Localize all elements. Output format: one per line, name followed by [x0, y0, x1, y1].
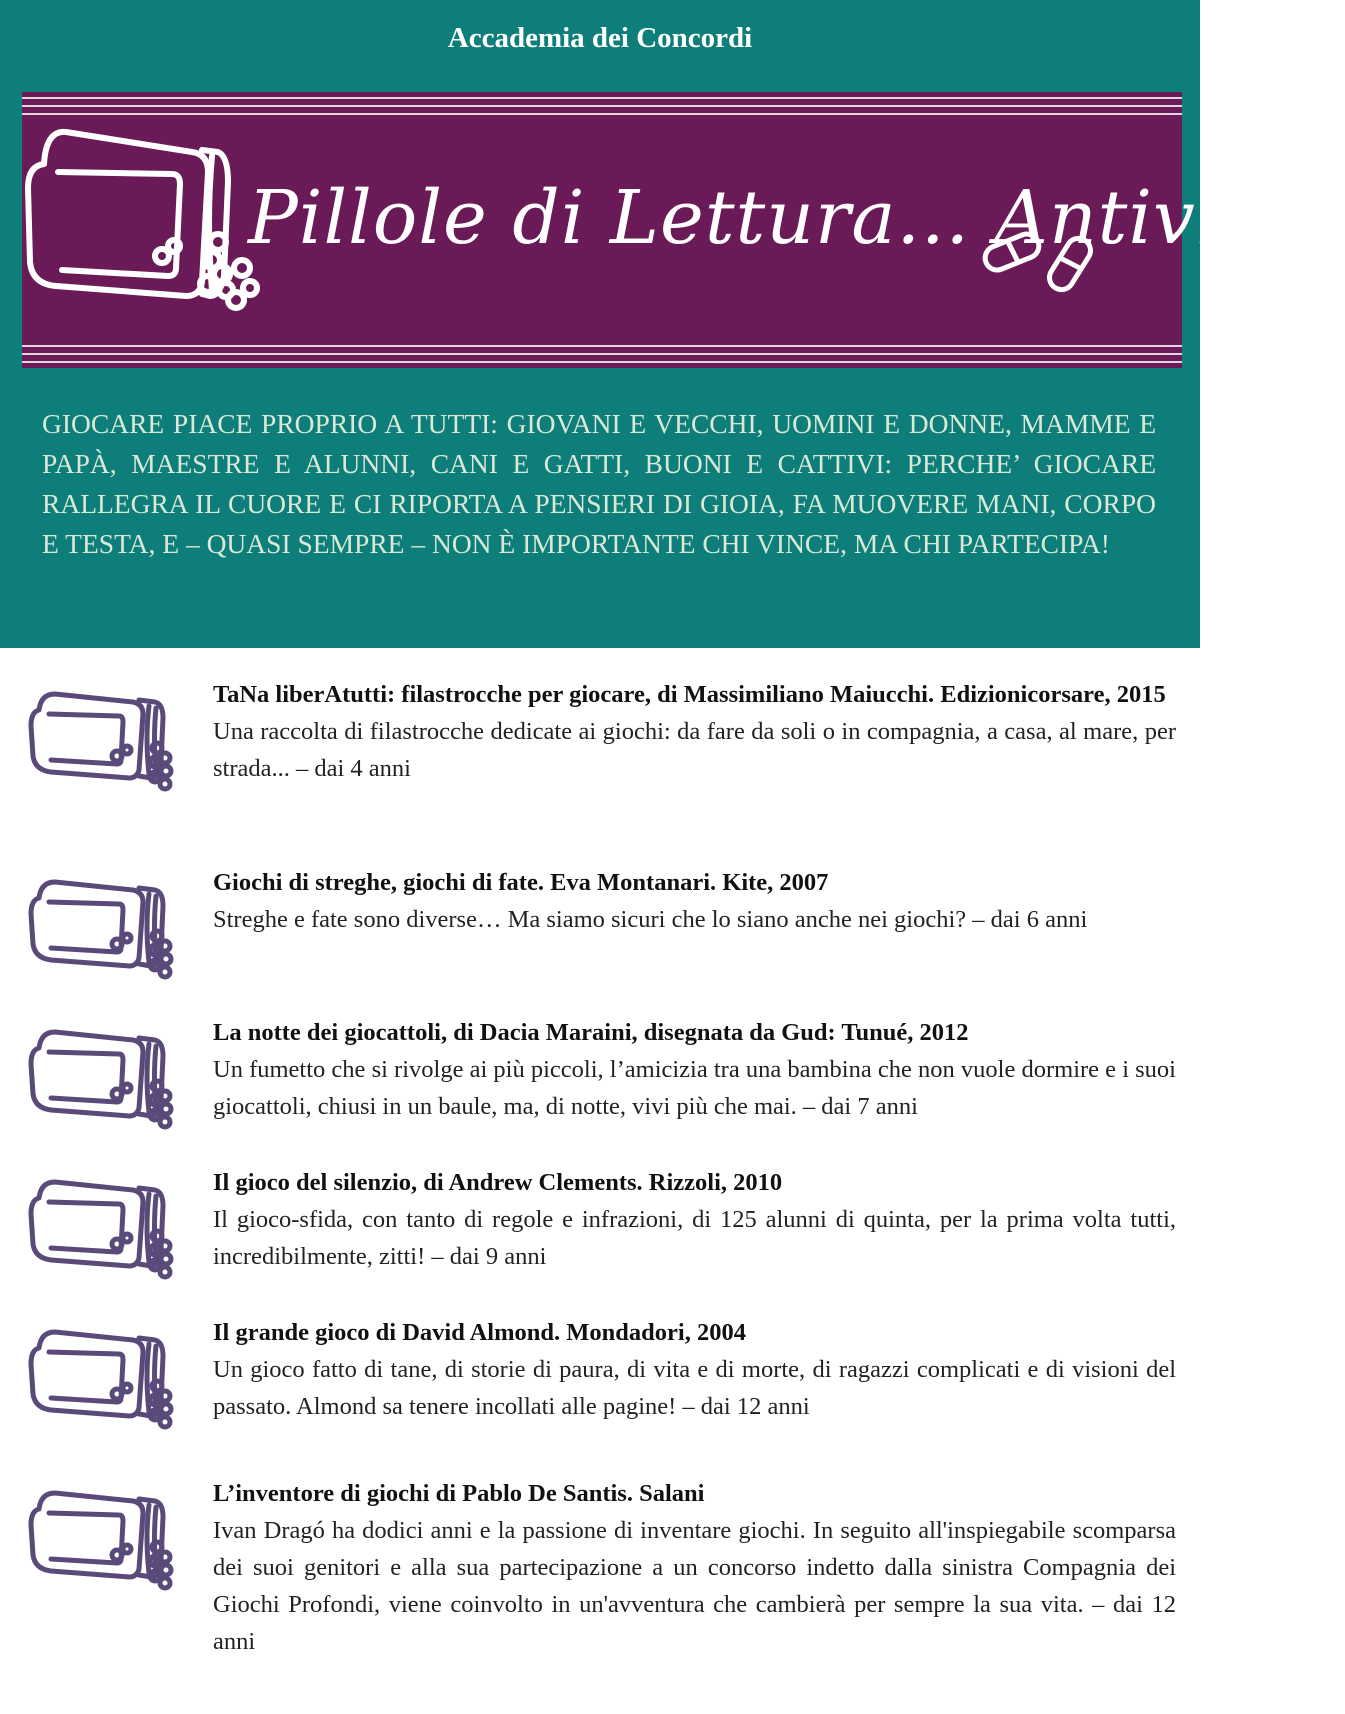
intro-text: GIOCARE PIACE PROPRIO A TUTTI: GIOVANI E VECCHI, UOMINI E DONNE, MAMME E PAPÀ, MAESTRE E ALUNNI, CANI E GATTI, BUONI E CATTIVI: PERCHE’ GIOCARE RALLEGRA IL CUORE E CI RIPORTA A PENSIERI DI GIOIA, FA MUOVERE MANI, CORPO E TESTA, E – QUASI SEMPRE – NON È IMPORTANTE CHI VINCE, MA CHI PARTECIPA!	[42, 408, 1156, 559]
pill-bottle-icon	[25, 1166, 175, 1281]
book-title: TaNa liberAtutti: filastrocche per giocare, di Massimiliano Maiucchi. Edizionicorsare, 2015	[213, 681, 1166, 708]
book-text	[213, 1314, 1176, 1425]
book-title: Giochi di streghe, giochi di fate. Eva Montanari. Kite, 2007	[213, 869, 829, 896]
book-description: Una raccolta di filastrocche dedicate ai giochi: da fare da soli o in compagnia, a casa, al mare, per strada... – dai 4 anni	[213, 718, 1176, 782]
pill-bottle-icon	[25, 866, 175, 981]
book-title: Il gioco del silenzio, di Andrew Clements. Rizzoli, 2010	[213, 1169, 783, 1196]
book-title: La notte dei giocattoli, di Dacia Maraini, disegnata da Gud: Tunué, 2012	[213, 1019, 969, 1046]
book-text	[213, 676, 1176, 787]
pill-bottle-icon	[25, 1477, 175, 1592]
book-title: Il grande gioco di David Almond. Mondadori, 2004	[213, 1319, 746, 1346]
pill-bottle-icon	[25, 1316, 175, 1431]
pill-bottle-icon	[25, 1016, 175, 1131]
book-description: Un gioco fatto di tane, di storie di paura, di vita e di morte, di ragazzi complicati e di visioni del passato. Almond sa tenere incollati alle pagine! – dai 12 anni	[213, 1356, 1176, 1420]
header	[0, 0, 1345, 648]
book-description: Ivan Dragó ha dodici anni e la passione di inventare giochi. In seguito all'inspiegabile scomparsa dei suoi genitori e alla sua partecipazione a un concorso indetto dalla sinistra Compagnia dei Giochi Profondi, viene coinvolto in un'avventura che cambierà per sempre la sua vita. – dai 12 anni	[213, 1517, 1176, 1655]
book-description: Streghe e fate sono diverse… Ma siamo sicuri che lo siano anche nei giochi? – dai 6 anni	[213, 906, 1088, 933]
book-text	[213, 864, 1176, 938]
book-description: Un fumetto che si rivolge ai più piccoli, l’amicizia tra una bambina che non vuole dormire e i suoi giocattoli, chiusi in un baule, ma, di notte, vivi più che mai. – dai 7 anni	[213, 1056, 1176, 1120]
org-name: Accademia dei Concordi	[447, 22, 753, 54]
pill-bottle-icon	[25, 678, 175, 793]
book-description: Il gioco-sfida, con tanto di regole e infrazioni, di 125 alunni di quinta, per la prima volta tutti, incredibilmente, zitti! – dai 9 anni	[213, 1206, 1176, 1270]
book-text	[213, 1164, 1176, 1275]
book-title: L’inventore di giochi di Pablo De Santis. Salani	[213, 1480, 705, 1507]
banner	[22, 92, 1345, 368]
book-text	[213, 1475, 1176, 1660]
book-text	[213, 1014, 1176, 1125]
banner-title: Pillole di Lettura... Antivirus	[248, 175, 1345, 261]
pill-bottle-icon	[28, 132, 257, 308]
